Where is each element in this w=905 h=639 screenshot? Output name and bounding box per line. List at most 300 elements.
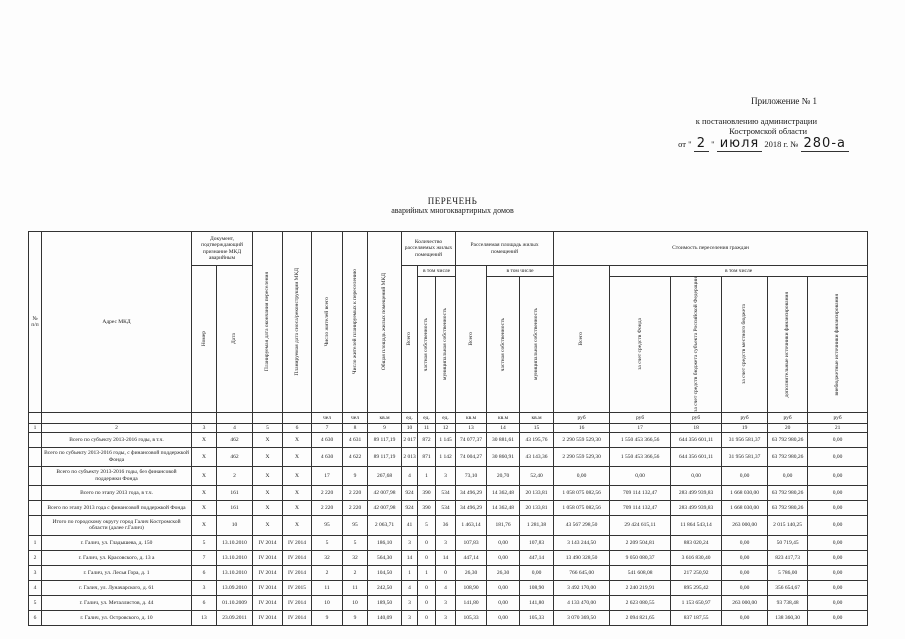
cell-doc-date: 161: [217, 500, 253, 515]
cell-num: 5: [29, 595, 42, 610]
cell-cost-extra: 138 360,30: [768, 610, 808, 625]
cell-cost-extra: 93 738,48: [768, 595, 808, 610]
cell-rooms-private: 871: [418, 447, 436, 466]
cell-cost-extra: 63 792 980,26: [768, 500, 808, 515]
cell-residents-total: 5: [312, 535, 343, 550]
cell-area-total: 105,33: [456, 610, 487, 625]
cell-rooms-municipal: 4: [436, 580, 456, 595]
cell-area-municipal: 108,90: [520, 580, 554, 595]
table-row: [29, 580, 868, 595]
table-row: [29, 535, 868, 550]
cell-area-private: 30 860,91: [487, 447, 520, 466]
cell-planned-end: IV 2014: [253, 565, 283, 580]
cell-address: Всего по субъекту 2013-2016 годы, с финансовой поддержкой Фонда: [42, 447, 192, 466]
cell-rooms-total: 2 017: [402, 432, 418, 447]
table-row: [29, 595, 868, 610]
cell-num: [29, 500, 42, 515]
col-header-fund: за счет средств Фонда: [610, 277, 671, 413]
cell-total-area: 89 117,19: [368, 432, 402, 447]
cell-doc-date: 462: [217, 447, 253, 466]
cell-cost-subject-budget: 283 499 939,83: [671, 500, 722, 515]
cell-planned-end: X: [253, 447, 283, 466]
cell-cost-local-budget: 0,00: [722, 565, 768, 580]
cell-cost-subject-budget: 1 153 650,97: [671, 595, 722, 610]
cell-residents-planned: 4 631: [343, 432, 368, 447]
col-header-doc-date: Дата: [217, 266, 253, 413]
cell-planned-end: IV 2014: [253, 580, 283, 595]
cell-area-total: 107,83: [456, 535, 487, 550]
cell-cost-total: 4 133 470,00: [554, 595, 610, 610]
cell-residents-total: 95: [312, 515, 343, 535]
col-header-local-budget: за счет средств местного бюджета: [722, 277, 768, 413]
cell-rooms-municipal: 3: [436, 466, 456, 485]
cell-total-area: 2 063,71: [368, 515, 402, 535]
cell-cost-fund: 2 240 219,91: [610, 580, 671, 595]
cell-rooms-total: 2 013: [402, 447, 418, 466]
cell-address: Всего по субъекту 2013-2016 годы, в т.ч.: [42, 432, 192, 447]
cell-planned-end: X: [253, 432, 283, 447]
cell-address: Всего по этапу 2013 года с финансовой поддержкой Фонда: [42, 500, 192, 515]
cell-planned-demolition: IV 2014: [283, 535, 312, 550]
cell-area-municipal: 141,80: [520, 595, 554, 610]
appendix-label: Приложение № 1: [751, 96, 817, 106]
column-index-cell: 2: [42, 423, 192, 432]
cell-rooms-private: 1: [418, 565, 436, 580]
units-cell: [192, 412, 217, 423]
col-header-residents-total: Число жителей всего: [312, 232, 343, 413]
cell-cost-local-budget: 0,00: [722, 610, 768, 625]
cell-cost-fund: 709 114 132,47: [610, 500, 671, 515]
cell-cost-fund: 541 608,08: [610, 565, 671, 580]
cell-address: г. Галич, ул. Красовского, д. 13 а: [42, 550, 192, 565]
cell-doc-date: 10: [217, 515, 253, 535]
cell-rooms-total: 924: [402, 500, 418, 515]
cell-cost-local-budget: 1 668 030,00: [722, 500, 768, 515]
cell-num: 6: [29, 610, 42, 625]
cell-planned-demolition: IV 2014: [283, 595, 312, 610]
column-index-cell: 15: [520, 423, 554, 432]
cell-cost-total: 766 645,00: [554, 565, 610, 580]
cell-area-private: 0,00: [487, 580, 520, 595]
cell-doc-number: X: [192, 515, 217, 535]
units-cell: кв.м: [520, 412, 554, 423]
table-row: [29, 432, 868, 447]
cell-cost-local-budget: 263 000,00: [722, 515, 768, 535]
cell-area-private: 0,00: [487, 595, 520, 610]
table-row: [29, 565, 868, 580]
cell-planned-end: IV 2014: [253, 550, 283, 565]
cell-cost-non-budget: 0,00: [808, 447, 868, 466]
cell-doc-date: 13.10.2010: [217, 535, 253, 550]
units-cell: ед.: [402, 412, 418, 423]
col-header-cost-incl: в том числе: [610, 266, 868, 277]
cell-residents-total: 17: [312, 466, 343, 485]
date-prefix: от ": [678, 139, 692, 149]
cell-planned-end: X: [253, 466, 283, 485]
column-index-cell: 13: [456, 423, 487, 432]
table-row: [29, 610, 868, 625]
cell-total-area: 267,68: [368, 466, 402, 485]
cell-total-area: 564,30: [368, 550, 402, 565]
cell-address: г. Галич, ул. Луначарского, д. 61: [42, 580, 192, 595]
units-cell: кв.м: [456, 412, 487, 423]
cell-cost-total: 43 567 298,50: [554, 515, 610, 535]
table-row: [29, 550, 868, 565]
cell-rooms-total: 1: [402, 565, 418, 580]
cell-cost-local-budget: 0,00: [722, 466, 768, 485]
col-header-area-private: частная собственность: [487, 277, 520, 413]
cell-cost-extra: 50 719,45: [768, 535, 808, 550]
column-index-row: [29, 423, 868, 432]
cell-area-total: 34 496,29: [456, 500, 487, 515]
cell-total-area: 242,50: [368, 580, 402, 595]
cell-address: Всего по субъекту 2013-2016 годы, без финансовой поддержки Фонда: [42, 466, 192, 485]
cell-cost-total: 13 490 328,50: [554, 550, 610, 565]
units-cell: [217, 412, 253, 423]
title-block: [0, 196, 905, 215]
cell-rooms-municipal: 3: [436, 595, 456, 610]
cell-planned-demolition: X: [283, 515, 312, 535]
cell-cost-total: 2 290 559 529,30: [554, 432, 610, 447]
cell-area-municipal: 0,00: [520, 565, 554, 580]
cell-planned-demolition: X: [283, 500, 312, 515]
cell-area-municipal: 447,14: [520, 550, 554, 565]
cell-residents-planned: 32: [343, 550, 368, 565]
cell-cost-total: 2 290 559 529,30: [554, 447, 610, 466]
units-cell: ед.: [436, 412, 456, 423]
cell-total-area: 42 007,98: [368, 485, 402, 500]
cell-residents-total: 10: [312, 595, 343, 610]
cell-cost-fund: 29 424 615,11: [610, 515, 671, 535]
cell-rooms-private: 5: [418, 515, 436, 535]
cell-area-total: 1 463,14: [456, 515, 487, 535]
cell-cost-subject-budget: 895 295,42: [671, 580, 722, 595]
cell-doc-number: 5: [192, 535, 217, 550]
cell-residents-total: 2 220: [312, 500, 343, 515]
cell-cost-extra: 63 792 980,26: [768, 432, 808, 447]
cell-residents-planned: 10: [343, 595, 368, 610]
cell-rooms-private: 0: [418, 610, 436, 625]
cell-area-private: 26,30: [487, 565, 520, 580]
cell-num: [29, 485, 42, 500]
cell-cost-fund: 1 550 453 366,56: [610, 447, 671, 466]
cell-cost-fund: 2 209 504,81: [610, 535, 671, 550]
col-header-rooms-incl: в том числе: [418, 266, 456, 277]
units-cell: руб: [671, 412, 722, 423]
units-cell: [283, 412, 312, 423]
cell-area-private: 0,00: [487, 610, 520, 625]
column-index-cell: 11: [418, 423, 436, 432]
cell-cost-subject-budget: 11 864 543,14: [671, 515, 722, 535]
col-header-planned-end: Планируемая дата окончания переселения: [253, 232, 283, 413]
col-header-address: Адрес МКД: [42, 232, 192, 413]
col-header-extra-sources: дополнительные источники финансирования: [768, 277, 808, 413]
cell-cost-non-budget: 0,00: [808, 432, 868, 447]
cell-rooms-municipal: 3: [436, 535, 456, 550]
cell-cost-local-budget: 31 956 581,37: [722, 432, 768, 447]
column-index-cell: 6: [283, 423, 312, 432]
cell-rooms-private: 390: [418, 500, 436, 515]
cell-area-total: 74 077,37: [456, 432, 487, 447]
column-index-cell: 8: [343, 423, 368, 432]
cell-num: 1: [29, 535, 42, 550]
column-index-cell: 5: [253, 423, 283, 432]
cell-cost-non-budget: 0,00: [808, 595, 868, 610]
table-row: [29, 466, 868, 485]
region-administration: Костромской области: [729, 126, 807, 136]
cell-num: 2: [29, 550, 42, 565]
col-header-rooms-group: Количество расселяемых жилых помещений: [402, 232, 456, 266]
cell-cost-fund: 0,00: [610, 466, 671, 485]
cell-area-municipal: 20 133,81: [520, 485, 554, 500]
col-header-residents-planned: Число жителей планируемых к переселению: [343, 232, 368, 413]
units-cell: руб: [808, 412, 868, 423]
cell-num: 3: [29, 565, 42, 580]
cell-rooms-private: 872: [418, 432, 436, 447]
cell-cost-extra: 5 786,00: [768, 565, 808, 580]
cell-address: г. Галич, ул. Гладышева, д. 150: [42, 535, 192, 550]
cell-doc-date: 13.10.2010: [217, 550, 253, 565]
document-subtitle: аварийных многоквартирных домов: [391, 206, 514, 215]
cell-cost-subject-budget: 644 356 601,11: [671, 447, 722, 466]
cell-rooms-private: 0: [418, 535, 436, 550]
cell-doc-date: 2: [217, 466, 253, 485]
cell-cost-subject-budget: 644 356 601,11: [671, 432, 722, 447]
cell-num: [29, 515, 42, 535]
cell-total-area: 42 007,98: [368, 500, 402, 515]
cell-num: [29, 447, 42, 466]
cell-planned-demolition: X: [283, 485, 312, 500]
cell-doc-number: X: [192, 485, 217, 500]
cell-area-total: 108,90: [456, 580, 487, 595]
cell-doc-date: 23.09.2011: [217, 610, 253, 625]
column-index-cell: 21: [808, 423, 868, 432]
cell-residents-total: 11: [312, 580, 343, 595]
cell-cost-fund: 2 094 821,65: [610, 610, 671, 625]
cell-doc-number: 13: [192, 610, 217, 625]
cell-cost-subject-budget: 883 020,24: [671, 535, 722, 550]
cell-planned-demolition: IV 2014: [283, 550, 312, 565]
cell-cost-local-budget: 263 000,00: [722, 595, 768, 610]
col-header-rooms-municipal: муниципальная собственность: [436, 277, 456, 413]
cell-rooms-total: 924: [402, 485, 418, 500]
cell-cost-local-budget: 31 956 581,37: [722, 447, 768, 466]
decree-number: 280-а: [801, 136, 849, 152]
date-day: 2: [694, 136, 709, 152]
cell-cost-total: 3 492 170,00: [554, 580, 610, 595]
cell-cost-total: 1 058 075 082,56: [554, 500, 610, 515]
cell-total-area: 104,50: [368, 565, 402, 580]
col-header-cost-group: Стоимость переселения граждан: [554, 232, 868, 266]
cell-planned-end: IV 2014: [253, 610, 283, 625]
table-row: [29, 500, 868, 515]
cell-residents-total: 9: [312, 610, 343, 625]
cell-cost-extra: 356 654,67: [768, 580, 808, 595]
column-index-cell: 10: [402, 423, 418, 432]
cell-rooms-private: 0: [418, 580, 436, 595]
cell-cost-extra: 63 792 980,26: [768, 447, 808, 466]
cell-residents-planned: 4 622: [343, 447, 368, 466]
col-header-rooms-private: частная собственность: [418, 277, 436, 413]
col-header-doc-number: Номер: [192, 266, 217, 413]
cell-doc-number: X: [192, 500, 217, 515]
cell-rooms-private: 0: [418, 595, 436, 610]
cell-cost-non-budget: 0,00: [808, 550, 868, 565]
cell-rooms-municipal: 3: [436, 610, 456, 625]
cell-rooms-municipal: 1 145: [436, 432, 456, 447]
units-row: [29, 412, 868, 423]
cell-residents-total: 2 220: [312, 485, 343, 500]
cell-rooms-total: 3: [402, 595, 418, 610]
cell-total-area: 89 117,19: [368, 447, 402, 466]
cell-rooms-total: 14: [402, 550, 418, 565]
col-header-area-municipal: муниципальная собственность: [520, 277, 554, 413]
table-row: [29, 447, 868, 466]
cell-cost-non-budget: 0,00: [808, 580, 868, 595]
cell-rooms-total: 3: [402, 535, 418, 550]
units-cell: руб: [768, 412, 808, 423]
col-header-area-group: Расселяемая площадь жилых помещений: [456, 232, 554, 266]
cell-doc-number: 6: [192, 565, 217, 580]
cell-cost-fund: 709 114 132,47: [610, 485, 671, 500]
cell-planned-end: IV 2014: [253, 535, 283, 550]
cell-cost-local-budget: 0,00: [722, 550, 768, 565]
cell-area-private: 181,76: [487, 515, 520, 535]
cell-address: Всего по этапу 2013 года, в т.ч.: [42, 485, 192, 500]
cell-area-total: 34 496,29: [456, 485, 487, 500]
cell-cost-total: 3 143 244,50: [554, 535, 610, 550]
cell-rooms-private: 0: [418, 550, 436, 565]
cell-cost-total: 0,00: [554, 466, 610, 485]
units-cell: [29, 412, 42, 423]
cell-cost-non-budget: 0,00: [808, 515, 868, 535]
cell-cost-extra: 2 015 140,25: [768, 515, 808, 535]
cell-cost-non-budget: 0,00: [808, 500, 868, 515]
cell-residents-total: 4 630: [312, 447, 343, 466]
cell-rooms-total: 4: [402, 466, 418, 485]
column-index-cell: 3: [192, 423, 217, 432]
cell-area-private: 14 362,48: [487, 485, 520, 500]
cell-area-municipal: 43 143,36: [520, 447, 554, 466]
cell-rooms-municipal: 534: [436, 500, 456, 515]
units-cell: [42, 412, 192, 423]
cell-rooms-municipal: 534: [436, 485, 456, 500]
cell-num: [29, 432, 42, 447]
cell-address: г. Галич, ул. Островского, д. 10: [42, 610, 192, 625]
cell-doc-date: 13.10.2010: [217, 565, 253, 580]
cell-planned-demolition: X: [283, 447, 312, 466]
cell-planned-end: IV 2014: [253, 595, 283, 610]
cell-num: 4: [29, 580, 42, 595]
col-header-area-total: Всего: [456, 266, 487, 413]
cell-doc-date: 462: [217, 432, 253, 447]
cell-address: г. Галич, ул. Лесья Гора, д. 1: [42, 565, 192, 580]
col-header-total-area: Общая площадь жилых помещений МКД: [368, 232, 402, 413]
cell-rooms-private: 390: [418, 485, 436, 500]
cell-cost-subject-budget: 283 499 939,83: [671, 485, 722, 500]
cell-residents-total: 4 630: [312, 432, 343, 447]
cell-planned-demolition: IV 2014: [283, 610, 312, 625]
units-cell: [253, 412, 283, 423]
cell-cost-subject-budget: 837 187,55: [671, 610, 722, 625]
cell-total-area: 189,50: [368, 595, 402, 610]
cell-area-total: 73,10: [456, 466, 487, 485]
cell-rooms-municipal: 1 142: [436, 447, 456, 466]
cell-cost-non-budget: 0,00: [808, 535, 868, 550]
cell-area-private: 14 362,48: [487, 500, 520, 515]
cell-area-municipal: 1 281,38: [520, 515, 554, 535]
column-index-cell: 4: [217, 423, 253, 432]
column-index-cell: 16: [554, 423, 610, 432]
col-header-num: № п/п: [29, 232, 42, 413]
column-index-cell: 9: [368, 423, 402, 432]
cell-planned-demolition: X: [283, 432, 312, 447]
col-header-rooms-total: Всего: [402, 266, 418, 413]
cell-residents-total: 32: [312, 550, 343, 565]
cell-area-private: 0,00: [487, 550, 520, 565]
cell-planned-end: X: [253, 500, 283, 515]
cell-rooms-total: 3: [402, 610, 418, 625]
emergency-houses-table: [28, 231, 868, 626]
cell-residents-planned: 11: [343, 580, 368, 595]
units-cell: руб: [610, 412, 671, 423]
cell-planned-end: X: [253, 485, 283, 500]
cell-cost-extra: 823 417,73: [768, 550, 808, 565]
cell-address: г. Галич, ул. Металлистов, д. 44: [42, 595, 192, 610]
date-month: июля: [717, 136, 763, 152]
cell-area-municipal: 43 195,76: [520, 432, 554, 447]
cell-cost-local-budget: 1 668 030,00: [722, 485, 768, 500]
cell-residents-planned: 5: [343, 535, 368, 550]
units-cell: руб: [554, 412, 610, 423]
cell-address: Итого по городскому округу город Галич Костромской области (далее г.Галич): [42, 515, 192, 535]
column-index-cell: 1: [29, 423, 42, 432]
column-index-cell: 7: [312, 423, 343, 432]
cell-total-area: 186,10: [368, 535, 402, 550]
col-header-cost-total: Всего: [554, 266, 610, 413]
table-row: [29, 485, 868, 500]
cell-doc-number: 7: [192, 550, 217, 565]
cell-doc-number: 6: [192, 595, 217, 610]
units-cell: кв.м: [368, 412, 402, 423]
cell-num: [29, 466, 42, 485]
cell-area-total: 74 004,27: [456, 447, 487, 466]
units-cell: чел: [312, 412, 343, 423]
units-cell: кв.м: [487, 412, 520, 423]
cell-cost-fund: 9 050 080,37: [610, 550, 671, 565]
cell-area-municipal: 107,83: [520, 535, 554, 550]
cell-rooms-total: 41: [402, 515, 418, 535]
cell-doc-number: X: [192, 466, 217, 485]
cell-doc-date: 01.10.2009: [217, 595, 253, 610]
cell-area-municipal: 20 133,81: [520, 500, 554, 515]
table-row: [29, 515, 868, 535]
col-header-area-incl: в том числе: [487, 266, 554, 277]
cell-total-area: 140,09: [368, 610, 402, 625]
col-header-doc-group: Документ, подтверждающий признание МКД аварийным: [192, 232, 253, 266]
cell-cost-fund: 1 550 453 366,56: [610, 432, 671, 447]
cell-residents-planned: 9: [343, 610, 368, 625]
cell-area-private: 30 881,61: [487, 432, 520, 447]
cell-rooms-municipal: 0: [436, 565, 456, 580]
cell-cost-fund: 2 623 080,55: [610, 595, 671, 610]
column-index-cell: 19: [722, 423, 768, 432]
cell-cost-non-budget: 0,00: [808, 466, 868, 485]
cell-cost-extra: 63 792 980,26: [768, 485, 808, 500]
cell-residents-planned: 9: [343, 466, 368, 485]
cell-area-private: 20,70: [487, 466, 520, 485]
cell-area-municipal: 52,40: [520, 466, 554, 485]
